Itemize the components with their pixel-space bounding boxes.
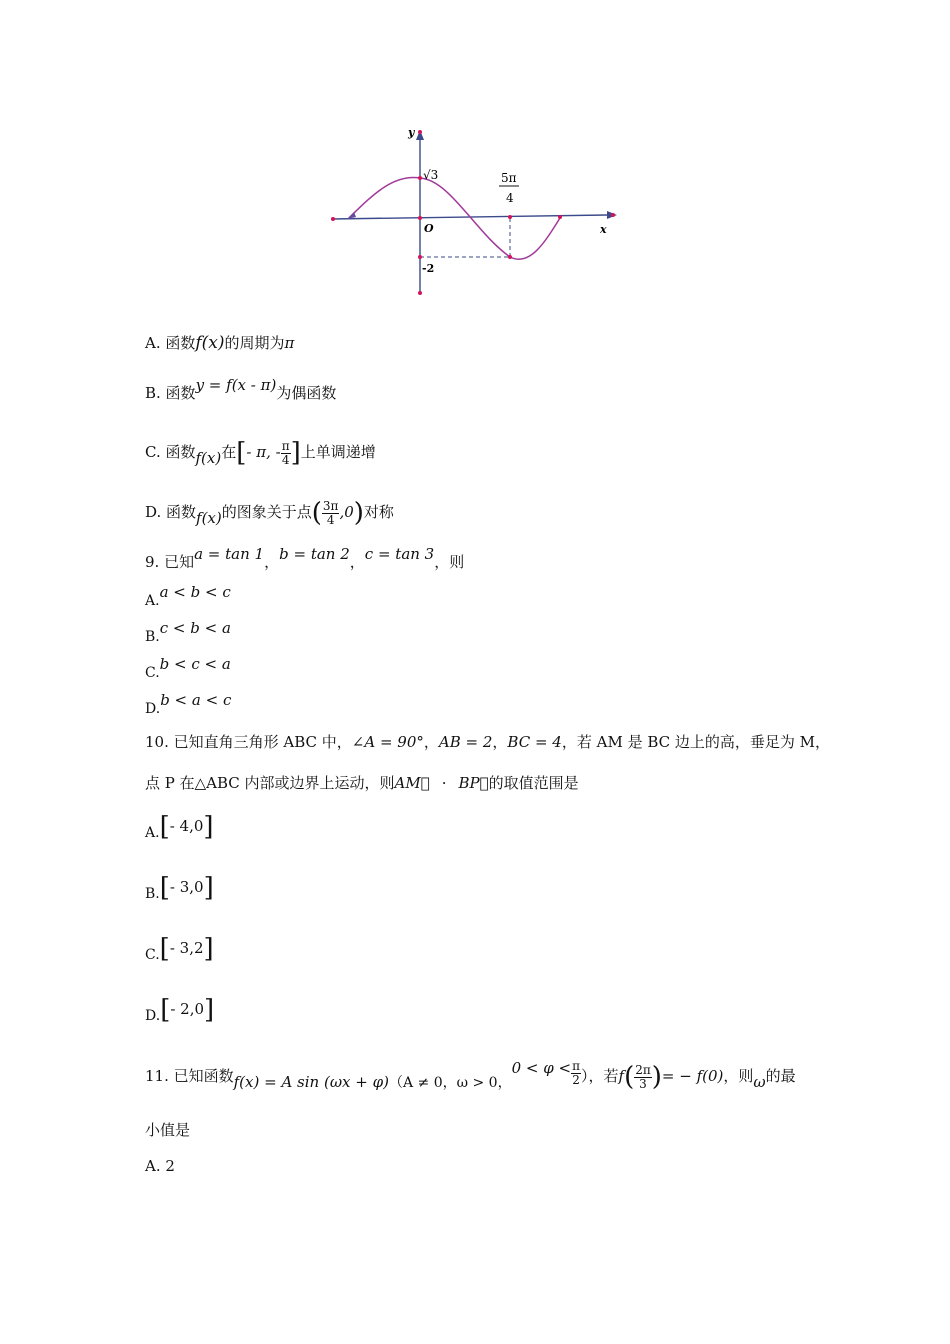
q8-option-d: D. 函数f(x)的图象关于点( $\frac{3\pi}{4}$ ,0)对称 — [145, 498, 394, 528]
peak-x-den: 4 — [506, 191, 514, 205]
q10-stem-line2: 点 P 在△ABC 内部或边界上运动，则AM⃗ · BP⃗的取值范围是 — [145, 774, 579, 792]
math-fraction: $\frac{3\pi}{4}$ — [322, 498, 339, 527]
math-interval: - π, - — [246, 443, 281, 461]
x-axis-end-dot — [611, 213, 615, 217]
q11-stem-line2: 小值是 — [145, 1121, 191, 1139]
q9-option-d: D.b < a < c — [145, 691, 232, 717]
math-fraction: $\frac{\pi}{4}$ — [281, 438, 290, 467]
origin-dot — [418, 216, 422, 220]
q10-stem-line1: 10. 已知直角三角形 ABC 中，∠A = 90°，AB = 2，BC = 4，若 AM 是 BC 边上的高，垂足为 M， — [145, 733, 831, 751]
sine-graph-figure — [325, 122, 625, 302]
q11-option-a: A. 2 — [145, 1157, 175, 1175]
q8-option-a — [145, 333, 294, 353]
q9-option-c: C.b < c < a — [145, 655, 231, 681]
option-text: A. 函数 — [145, 334, 196, 352]
origin-label: O — [424, 222, 434, 235]
q9-stem: 9. 已知a = tan 1，b = tan 2，c = tan 3，则 — [145, 545, 465, 571]
q9-option-a: A.a < b < c — [145, 583, 231, 609]
option-text: C. 函数 — [145, 443, 196, 461]
y-axis-top-dot — [418, 130, 422, 134]
math-fx: f(x) — [196, 509, 222, 527]
option-text: 的周期为 — [224, 334, 285, 352]
q11-stem-line1: 11. 已知函数f(x) = A sin (ωx + φ)（A ≠ 0，ω > 0，0 < φ < $\frac{\pi}{2}$ ），若f( $\frac{2\pi}{3}$ )= − f(0)，则ω的最 — [145, 1058, 796, 1092]
neg2-dot — [418, 255, 422, 259]
math-fx: f(x) — [195, 449, 222, 467]
x-axis-label: x — [600, 223, 607, 236]
x-axis-start-dot — [331, 217, 335, 221]
math-fx: f(x) — [195, 333, 225, 353]
option-text: 上单调递增 — [300, 443, 376, 461]
peak-x-dot — [508, 215, 512, 219]
sqrt3-label: √3 — [423, 168, 439, 182]
sqrt3-dot — [418, 176, 422, 180]
option-text: 对称 — [363, 503, 394, 521]
q10-option-b: B.[- 3,0] — [145, 873, 214, 903]
option-text: B. 函数 — [145, 384, 196, 402]
curve-end-dot — [558, 215, 562, 219]
q10-option-d: D.[- 2,0] — [145, 995, 215, 1025]
option-text: 的图象关于点 — [221, 503, 312, 521]
min-dot — [508, 255, 512, 259]
q8-option-b — [145, 376, 337, 403]
option-text: 在 — [221, 443, 237, 461]
peak-x-num: 5π — [501, 171, 517, 185]
q10-option-a: A.[- 4,0] — [145, 812, 214, 842]
neg2-label: -2 — [422, 262, 435, 275]
q9-option-b: B.c < b < a — [145, 619, 231, 645]
option-text: 为偶函数 — [276, 384, 337, 402]
q10-option-c: C.[- 3,2] — [145, 934, 214, 964]
y-axis-bottom-dot — [418, 291, 422, 295]
option-text: D. 函数 — [145, 503, 197, 521]
math-pi: π — [284, 334, 295, 352]
math-expr: y = f(x - π) — [195, 376, 277, 394]
y-axis-label: y — [408, 126, 415, 139]
math-tail: ,0 — [339, 503, 354, 521]
q8-option-c: C. 函数f(x)在[- π, - $\frac{\pi}{4}$ ]上单调递增 — [145, 438, 376, 468]
